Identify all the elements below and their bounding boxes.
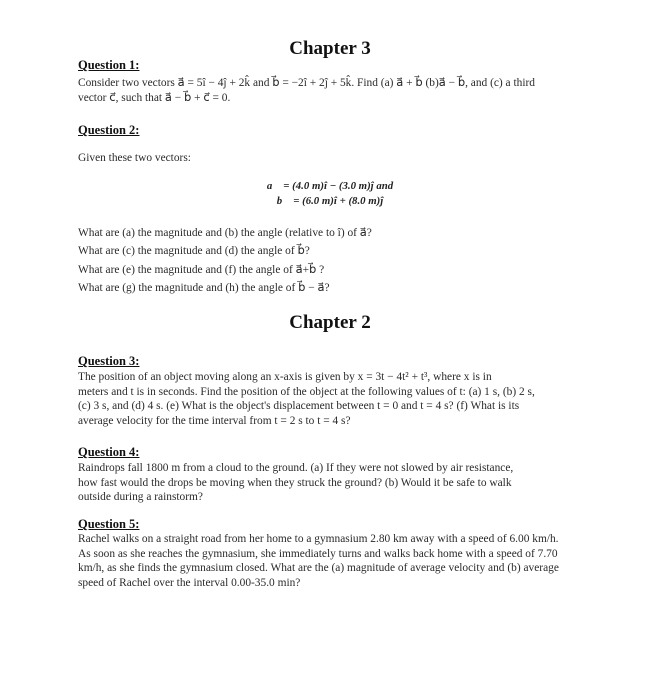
question-1-line-1: Consider two vectors a⃗ = 5î − 4ĵ + 2k̂ and b⃗ = −2î + 2ĵ + 5k̂. Find (a) a⃗ + b⃗ (b)a⃗ − b⃗, and (c) a third bbox=[78, 77, 535, 89]
question-2-part-ab: What are (a) the magnitude and (b) the angle (relative to î) of a⃗? bbox=[78, 227, 372, 239]
question-3-line-2: meters and t is in seconds. Find the position of the object at the following values of t: (a) 1 s, (b) 2 s, bbox=[78, 385, 535, 398]
question-5-title: Question 5: bbox=[78, 517, 140, 531]
vector-a-equation: a⃗ = (4.0 m)î − (3.0 m)ĵ and bbox=[266, 180, 394, 192]
chapter-2-heading: Chapter 2 bbox=[289, 312, 371, 333]
question-3-line-3: (c) 3 s, and (d) 4 s. (e) What is the object's displacement between t = 0 and t = 4 s? (f) What is its bbox=[78, 400, 520, 413]
vector-b-equation: b⃗ = (6.0 m)î + (8.0 m)ĵ bbox=[276, 195, 384, 207]
question-2-part-cd: What are (c) the magnitude and (d) the angle of b⃗? bbox=[78, 245, 310, 257]
question-2-part-ef: What are (e) the magnitude and (f) the angle of a⃗+b⃗ ? bbox=[78, 264, 325, 276]
question-4-text bbox=[78, 461, 608, 505]
question-1-text bbox=[78, 76, 608, 105]
question-1-line-2: vector c⃗, such that a⃗ − b⃗ + c⃗ = 0. bbox=[78, 91, 231, 104]
chapter-3-heading: Chapter 3 bbox=[289, 38, 371, 59]
question-4-title: Question 4: bbox=[78, 445, 140, 459]
question-2-intro: Given these two vectors: bbox=[78, 152, 191, 164]
question-5-text bbox=[78, 532, 608, 590]
question-4-line-1: Raindrops fall 1800 m from a cloud to the ground. (a) If they were not slowed by air resistance, bbox=[78, 462, 514, 474]
question-3-line-4: average velocity for the time interval from t = 2 s to t = 4 s? bbox=[78, 414, 351, 427]
question-2-title: Question 2: bbox=[78, 123, 140, 137]
question-5-line-3: km/h, as she finds the gymnasium closed. What are the (a) magnitude of average velocity and (b) average bbox=[78, 562, 559, 575]
question-4-line-3: outside during a rainstorm? bbox=[78, 491, 203, 504]
question-5-line-2: As soon as she reaches the gymnasium, she immediately turns and walks back home with a speed of 7.70 bbox=[78, 547, 558, 560]
question-1-title: Question 1: bbox=[78, 58, 140, 72]
question-5-line-4: speed of Rachel over the interval 0.00-35.0 min? bbox=[78, 576, 301, 589]
question-4-line-2: how fast would the drops be moving when they struck the ground? (b) Would it be safe to walk bbox=[78, 476, 512, 489]
question-3-line-1: The position of an object moving along an x-axis is given by x = 3t − 4t² + t³, where x is in bbox=[78, 371, 492, 383]
question-3-text bbox=[78, 370, 608, 428]
question-2-part-gh: What are (g) the magnitude and (h) the angle of b⃗ − a⃗? bbox=[78, 282, 330, 294]
question-3-title: Question 3: bbox=[78, 354, 140, 368]
question-5-line-1: Rachel walks on a straight road from her home to a gymnasium 2.80 km away with a speed of 6.00 km/h. bbox=[78, 533, 559, 545]
